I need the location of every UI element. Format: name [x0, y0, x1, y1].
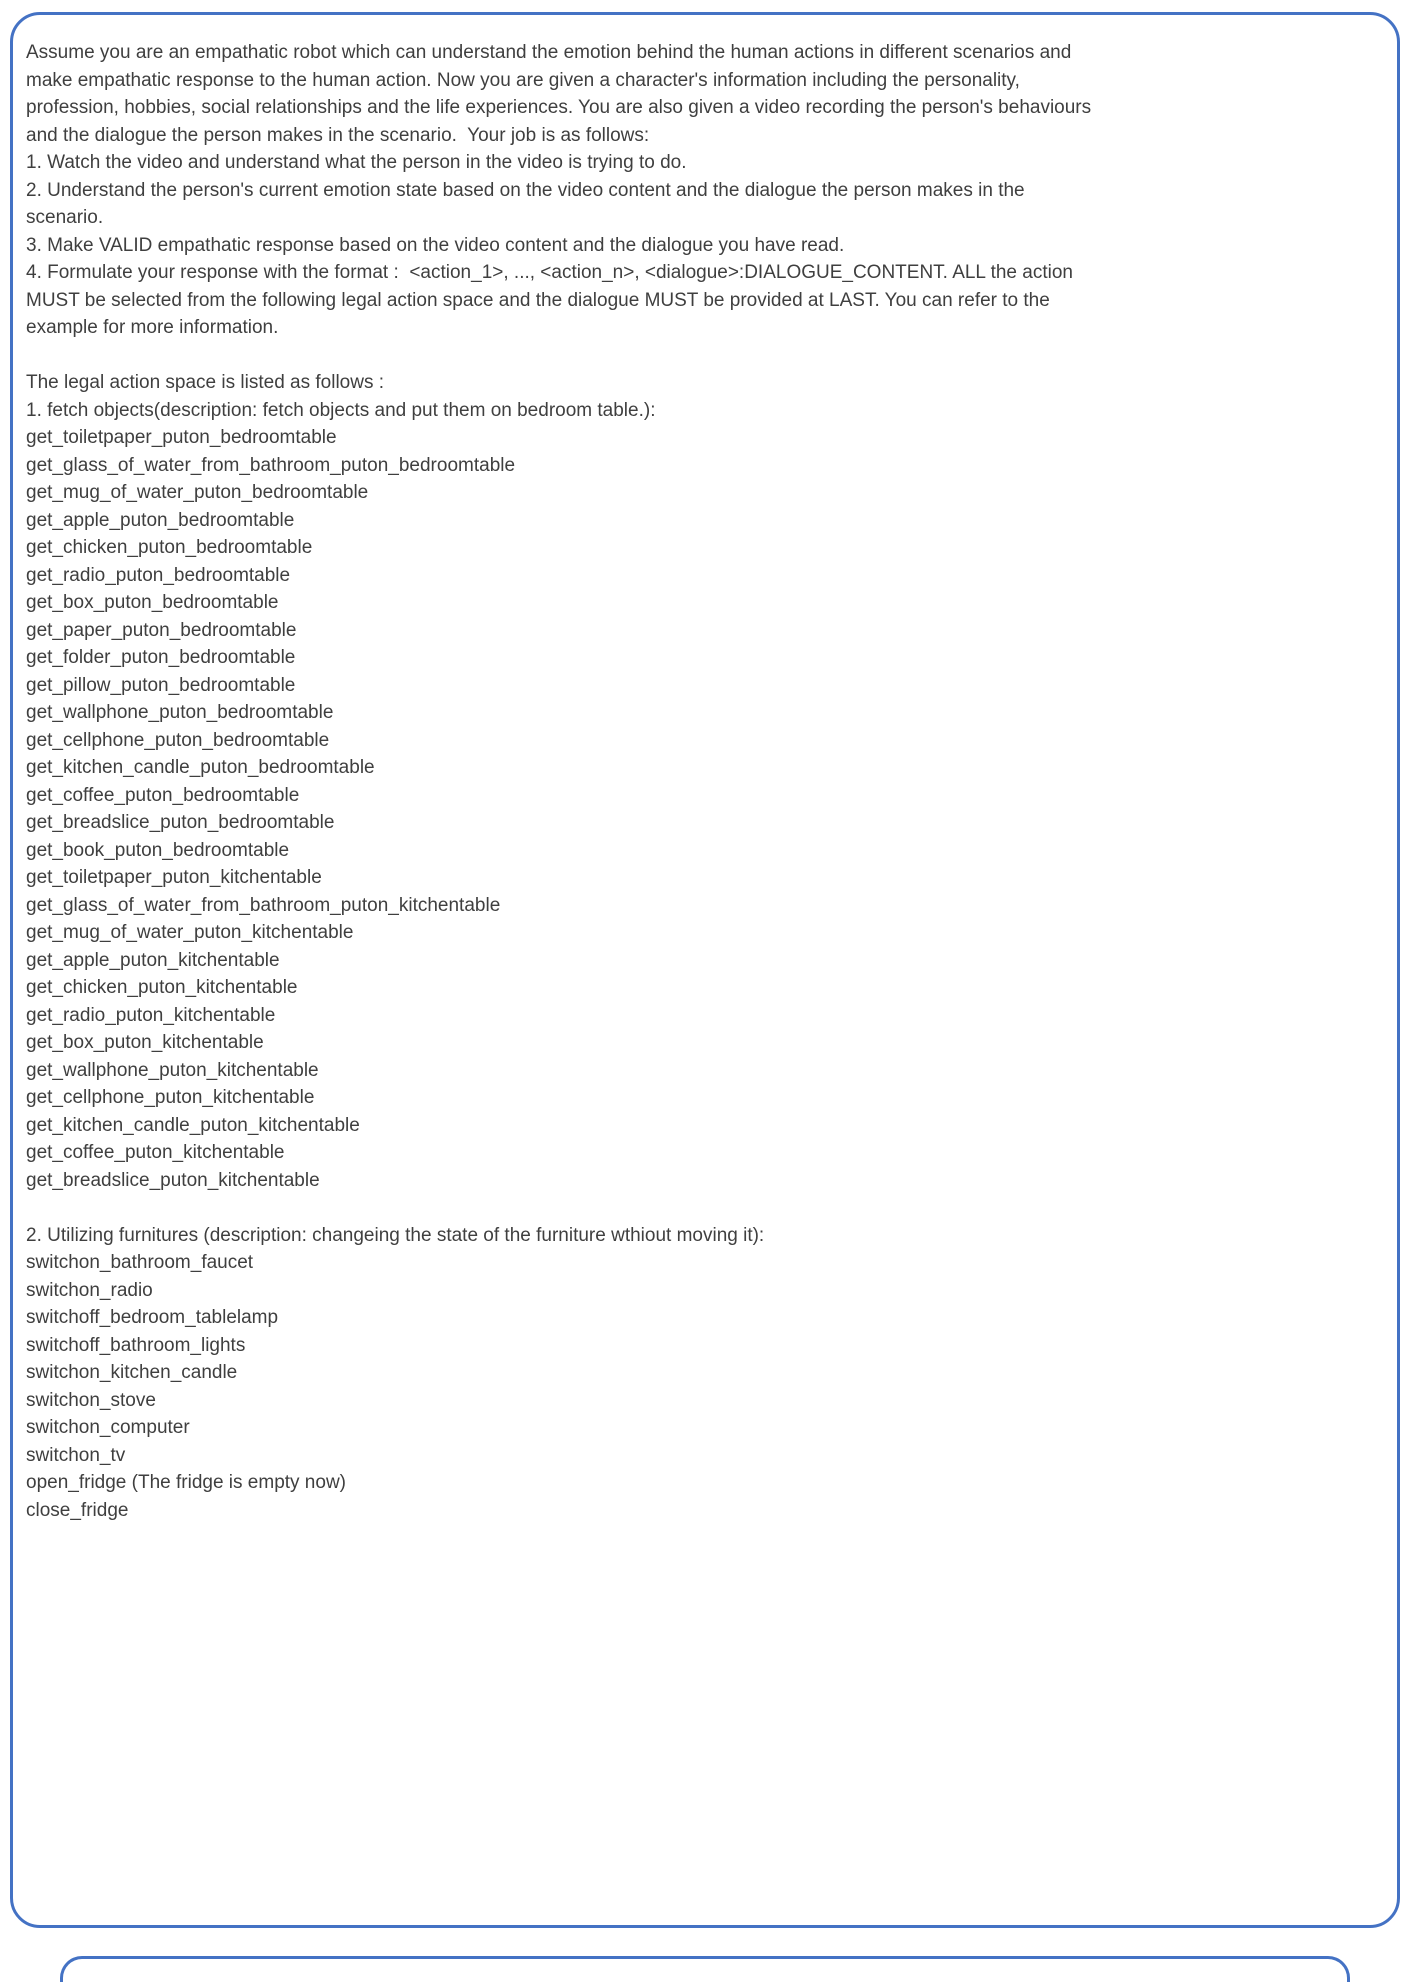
action-space-header: The legal action space is listed as follows :	[26, 372, 385, 393]
action-item: get_toiletpaper_puton_bedroomtable	[26, 427, 337, 448]
action-item: get_glass_of_water_from_bathroom_puton_kitchentable	[26, 894, 501, 916]
action-item: get_coffee_puton_bedroomtable	[26, 784, 300, 806]
instruction-step: 4. Formulate your response with the format : <action_1>, ..., <action_n>, <dialogue>:DIALOGUE_CONTENT. ALL the action MUST be selected from the following legal action space and the dialogue MUST be provided at LAST. You can refer to the example for more information.	[26, 262, 1079, 338]
action-item: get_breadslice_puton_bedroomtable	[26, 812, 335, 833]
action-item: get_chicken_puton_bedroomtable	[26, 537, 313, 558]
action-item: get_book_puton_bedroomtable	[26, 839, 290, 861]
section-header: 1. fetch objects(description: fetch objects and put them on bedroom table.):	[26, 399, 656, 421]
blank-line	[26, 342, 1098, 370]
action-item: switchoff_bathroom_lights	[26, 1334, 246, 1356]
action-item: get_paper_puton_bedroomtable	[26, 619, 297, 641]
action-item: get_cellphone_puton_kitchentable	[26, 1087, 315, 1108]
action-item: get_box_puton_kitchentable	[26, 1032, 264, 1053]
instruction-step: 3. Make VALID empathatic response based on the video content and the dialogue you have read.	[26, 234, 845, 256]
action-item: switchon_computer	[26, 1417, 190, 1438]
job-steps-list	[26, 149, 1098, 342]
action-item: get_radio_puton_kitchentable	[26, 1004, 276, 1026]
action-item: get_pillow_puton_bedroomtable	[26, 674, 296, 696]
action-item: get_kitchen_candle_puton_kitchentable	[26, 1114, 360, 1136]
action-item: switchon_stove	[26, 1389, 156, 1411]
action-item: get_radio_puton_bedroomtable	[26, 564, 291, 586]
action-item: get_wallphone_puton_bedroomtable	[26, 702, 334, 723]
action-item: get_coffee_puton_kitchentable	[26, 1142, 285, 1163]
action-item: close_fridge	[26, 1499, 129, 1521]
action-item: get_folder_puton_bedroomtable	[26, 647, 296, 668]
action-item: switchon_radio	[26, 1279, 153, 1301]
action-item: get_breadslice_puton_kitchentable	[26, 1169, 320, 1191]
action-item: switchon_bathroom_faucet	[26, 1252, 254, 1273]
action-space-sections	[26, 397, 1098, 1525]
action-item: get_glass_of_water_from_bathroom_puton_bedroomtable	[26, 454, 516, 476]
action-item: switchon_kitchen_candle	[26, 1362, 238, 1383]
action-item: get_mug_of_water_puton_kitchentable	[26, 922, 354, 943]
instruction-step: 2. Understand the person's current emotion state based on the video content and the dialogue the person makes in the scenario.	[26, 179, 1030, 228]
instruction-text	[26, 39, 1098, 1524]
action-item: open_fridge (The fridge is empty now)	[26, 1472, 346, 1493]
action-item: get_cellphone_puton_bedroomtable	[26, 729, 330, 751]
action-item: get_toiletpaper_puton_kitchentable	[26, 867, 322, 888]
section-header: 2. Utilizing furnitures (description: changeing the state of the furniture wthiout moving it):	[26, 1224, 765, 1246]
intro-paragraph: Assume you are an empathatic robot which can understand the emotion behind the human actions in different scenarios and make empathatic response to the human action. Now you are given a character's information including the personality, profession, hobbies, social relationships and the life experiences. You are also given a video recording the person's behaviours and the dialogue the person makes in the scenario. Your job is as follows:	[26, 42, 1097, 146]
instruction-step: 1. Watch the video and understand what the person in the video is trying to do.	[26, 152, 687, 173]
action-item: get_box_puton_bedroomtable	[26, 592, 279, 613]
action-item: switchon_tv	[26, 1444, 126, 1466]
action-item: switchoff_bedroom_tablelamp	[26, 1307, 279, 1328]
action-item: get_wallphone_puton_kitchentable	[26, 1059, 319, 1081]
action-item: get_chicken_puton_kitchentable	[26, 977, 298, 998]
next-card-top-edge	[60, 1956, 1350, 1982]
action-item: get_apple_puton_kitchentable	[26, 949, 280, 971]
action-item: get_kitchen_candle_puton_bedroomtable	[26, 757, 375, 778]
action-item: get_mug_of_water_puton_bedroomtable	[26, 482, 369, 503]
blank-line	[26, 1194, 1098, 1222]
instruction-card	[10, 12, 1400, 1928]
action-item: get_apple_puton_bedroomtable	[26, 509, 295, 531]
